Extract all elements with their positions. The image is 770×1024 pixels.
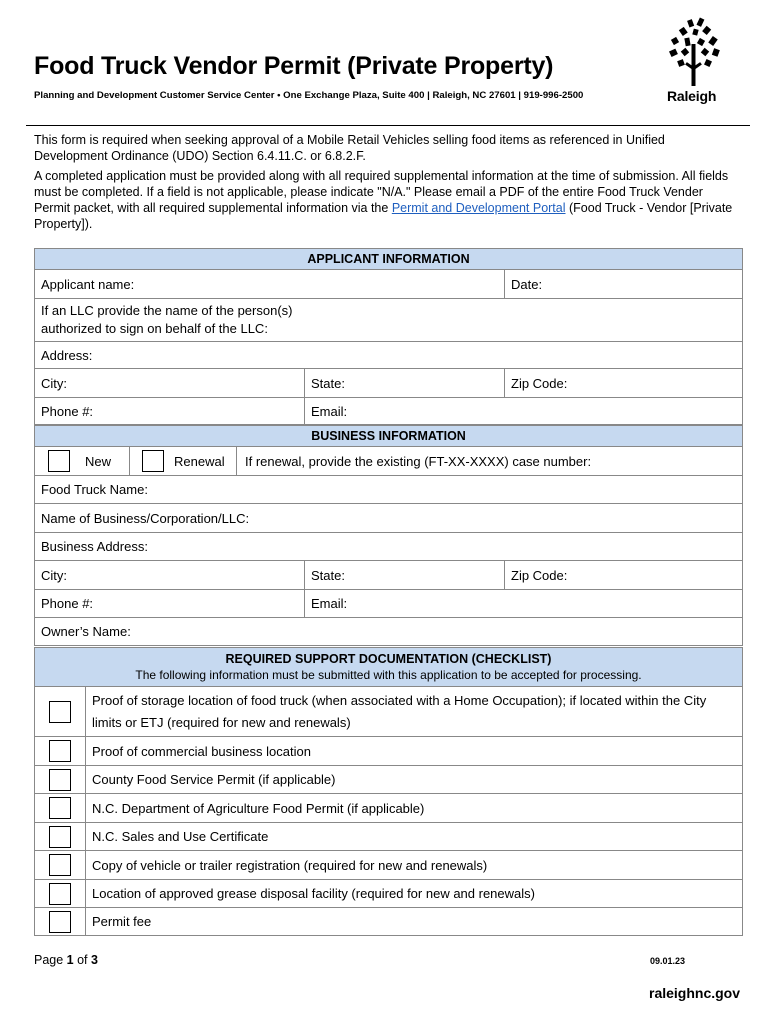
email-field[interactable]: Email: <box>305 398 743 425</box>
zip-code-field[interactable]: Zip Code: <box>505 369 743 398</box>
applicant-information-table <box>34 248 743 425</box>
business-section-heading: BUSINESS INFORMATION <box>35 426 743 447</box>
food-truck-name-field[interactable]: Food Truck Name: <box>35 476 743 504</box>
business-zip-code-field[interactable]: Zip Code: <box>505 561 743 590</box>
checklist-item: Proof of commercial business location <box>86 737 743 766</box>
intro-paragraph-2: A completed application must be provided along with all required supplemental information at the time of submission. All fields must be completed. If a field is not applicable, please indicate "N/A." Please email a PDF of the entire Food Truck Vender Permit packet, with all required supplemental information via the Permit and Development Portal (Food Truck - Vendor [Private Property]). <box>34 169 733 231</box>
checklist-item: Location of approved grease disposal facility (required for new and renewals) <box>86 880 743 908</box>
business-name-field[interactable]: Name of Business/Corporation/LLC: <box>35 504 743 533</box>
new-label: New <box>85 453 112 469</box>
checklist-checkbox-county-permit[interactable] <box>49 769 71 791</box>
renewal-case-number-field[interactable]: If renewal, provide the existing (FT-XX-XXXX) case number: <box>245 453 592 469</box>
checklist-checkbox-permit-fee[interactable] <box>49 911 71 933</box>
office-contact-line: Planning and Development Customer Service Center • One Exchange Plaza, Suite 400 | Raleigh, NC 27601 | 919-996-2500 <box>34 90 584 101</box>
applicant-name-field[interactable]: Applicant name: <box>35 270 505 299</box>
intro-paragraph-1: This form is required when seeking approval of a Mobile Retail Vehicles selling food items as referenced in Unified Development Ordinance (UDO) Section 6.4.11.C. or 6.8.2.F. <box>34 133 665 163</box>
checklist-item: N.C. Department of Agriculture Food Permit (if applicable) <box>86 794 743 823</box>
business-phone-field[interactable]: Phone #: <box>35 590 305 618</box>
renewal-label: Renewal <box>174 453 225 469</box>
checklist-subheading: The following information must be submitted with this application to be accepted for processing. <box>135 668 642 682</box>
applicant-section-heading: APPLICANT INFORMATION <box>35 249 743 270</box>
checklist-checkbox-agriculture-permit[interactable] <box>49 797 71 819</box>
llc-authorized-signer-field[interactable]: If an LLC provide the name of the person(s) authorized to sign on behalf of the LLC: <box>35 299 743 342</box>
business-state-field[interactable]: State: <box>305 561 505 590</box>
renewal-checkbox[interactable] <box>142 450 164 472</box>
checklist-item: Copy of vehicle or trailer registration (required for new and renewals) <box>86 851 743 880</box>
business-information-table <box>34 425 743 646</box>
checklist-section-heading: REQUIRED SUPPORT DOCUMENTATION (CHECKLIST) The following information must be submitted with this application to be accepted for processing. <box>35 648 743 687</box>
owner-name-field[interactable]: Owner’s Name: <box>35 618 743 646</box>
checklist-checkbox-vehicle-registration[interactable] <box>49 854 71 876</box>
form-title: Food Truck Vendor Permit (Private Property) <box>34 52 554 80</box>
checklist-item: Proof of storage location of food truck (when associated with a Home Occupation); if located within the City limits or ETJ (required for new and renewals) <box>86 687 743 737</box>
business-city-field[interactable]: City: <box>35 561 305 590</box>
city-field[interactable]: City: <box>35 369 305 398</box>
portal-link[interactable]: Permit and Development Portal <box>391 201 566 215</box>
new-checkbox[interactable] <box>48 450 70 472</box>
header-divider <box>26 125 750 126</box>
checklist-checkbox-sales-certificate[interactable] <box>49 826 71 848</box>
phone-field[interactable]: Phone #: <box>35 398 305 425</box>
checklist-checkbox-grease-disposal[interactable] <box>49 883 71 905</box>
checklist-item: County Food Service Permit (if applicable) <box>86 766 743 794</box>
date-field[interactable]: Date: <box>505 270 743 299</box>
checklist-checkbox-commercial-location[interactable] <box>49 740 71 762</box>
address-field[interactable]: Address: <box>35 342 743 369</box>
state-field[interactable]: State: <box>305 369 505 398</box>
checklist-item: Permit fee <box>86 908 743 936</box>
permit-type-row <box>35 447 743 476</box>
website-url: raleighnc.gov <box>649 985 741 1001</box>
business-address-field[interactable]: Business Address: <box>35 533 743 561</box>
logo-wordmark: Raleigh <box>667 88 717 104</box>
page-indicator: Page 1 of 3 <box>34 953 98 967</box>
business-email-field[interactable]: Email: <box>305 590 743 618</box>
checklist-item: N.C. Sales and Use Certificate <box>86 823 743 851</box>
checklist-checkbox-storage-location[interactable] <box>49 701 71 723</box>
revision-date: 09.01.23 <box>650 956 686 966</box>
documentation-checklist-table <box>34 647 743 936</box>
